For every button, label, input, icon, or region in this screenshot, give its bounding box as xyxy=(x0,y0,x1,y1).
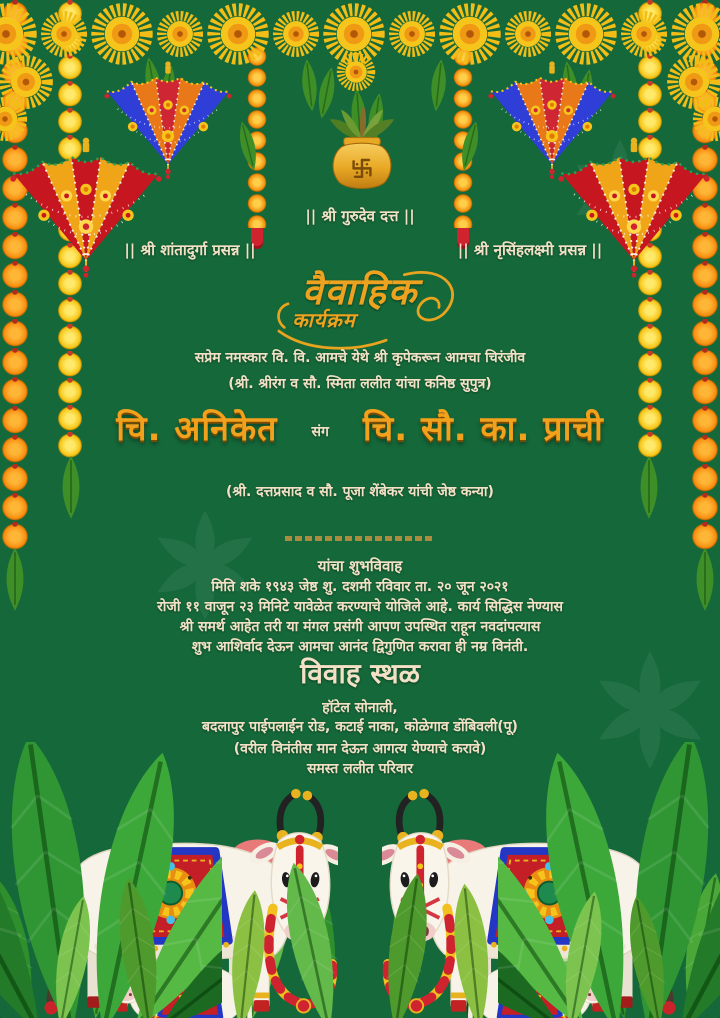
event-date-line: मिति शके १९४३ जेष्ठ शु. दशमी रविवार ता. २० जून २०२१ xyxy=(211,579,509,595)
venue-address: बदलापुर पाईपलाईन रोड, कटाई नाका, कोळेगाव डोंबिवली(पू) xyxy=(202,719,518,735)
blessing-right: || श्री नृसिंहलक्ष्मी प्रसन्न || xyxy=(457,241,603,259)
blessing-top: || श्री गुरुदेव दत्त || xyxy=(305,207,415,225)
intro-line2: (श्री. श्रीरंग व सौ. स्मिता ललीत यांचा कनिष्ठ सुपुत्र) xyxy=(228,376,492,392)
heading-line1: वैवाहिक xyxy=(301,270,419,313)
event-time-line: रोजी ११ वाजून २३ मिनिटे यावेळेत करण्याचे योजिले आहे. कार्य सिद्धिस नेण्यास xyxy=(157,599,563,615)
intro-line1: सप्रेम नमस्कार वि. वि. आमचे येथे श्री कृपेकरून आमचा चिरंजीव xyxy=(194,350,526,366)
venue-name: हॉटेल सोनाली, xyxy=(322,700,398,716)
event-blessing-line1: श्री समर्थ आहेत तरी या मंगल प्रसंगी आपण उपस्थित राहून नवदांपत्यास xyxy=(179,619,541,635)
conjunction-text: संग xyxy=(311,424,329,440)
groom-name: चि. अनिकेत xyxy=(116,409,278,449)
bride-name: चि. सौ. का. प्राची xyxy=(362,409,604,449)
banana-leaf-row-front xyxy=(0,854,720,1018)
blessing-left: || श्री शांतादुर्गा प्रसन्न || xyxy=(124,241,256,259)
venue-heading: विवाह स्थळ xyxy=(300,657,420,690)
event-title: यांचा शुभविवाह xyxy=(317,557,403,575)
heading-line2: कार्यक्रम xyxy=(292,308,356,332)
bride-parents-line: (श्री. दत्तप्रसाद व सौ. पूजा शेंबेकर यांची जेष्ठ कन्या) xyxy=(226,484,494,500)
family-signature: समस्त ललीत परिवार xyxy=(306,761,414,777)
venue-note: (वरील विनंतीस मान देऊन आगत्य येण्याचे करावे) xyxy=(233,741,487,757)
gold-dash-divider xyxy=(285,536,435,541)
couple-names-row xyxy=(0,404,720,450)
kalash-icon xyxy=(320,104,404,202)
event-blessing-line2: शुभ आशिर्वाद देऊन आमचा आनंद द्विगुणित करावा ही नम्र विनंती. xyxy=(191,639,529,655)
